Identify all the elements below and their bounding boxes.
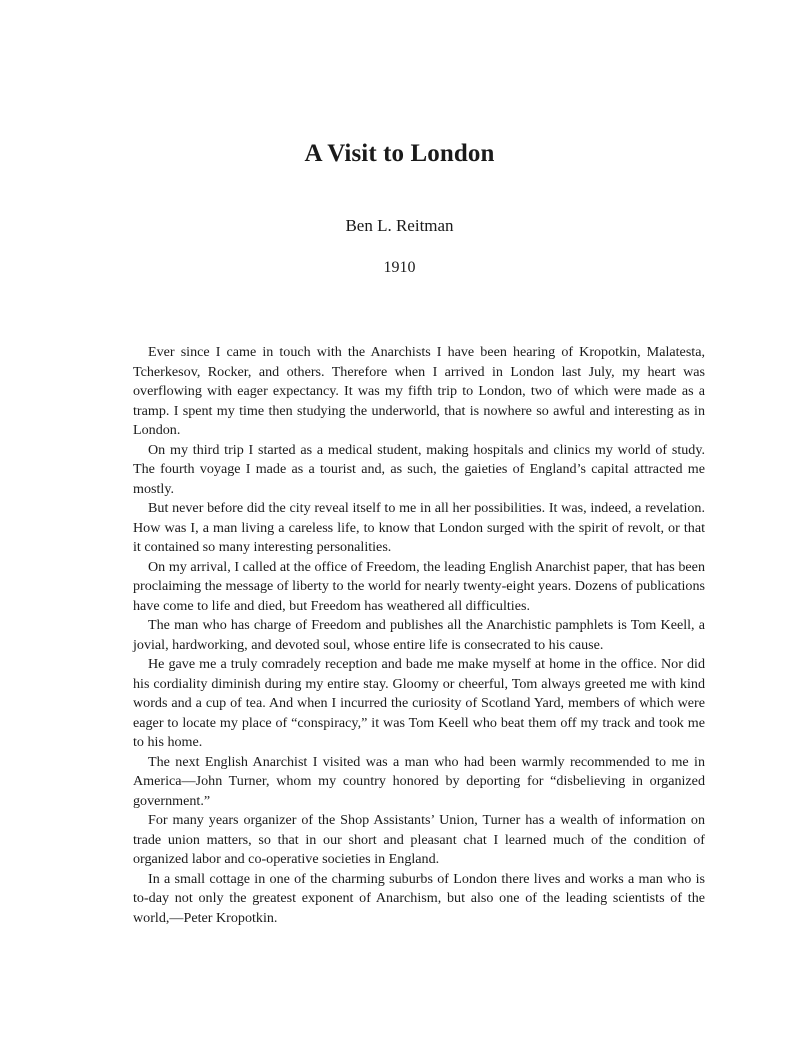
- document-author: Ben L. Reitman: [345, 216, 454, 235]
- document-title: A Visit to London: [304, 140, 495, 167]
- document-body: [133, 343, 705, 928]
- document-year: 1910: [383, 259, 416, 276]
- paragraph: On my third trip I started as a medical student, making hospitals and clinics my world of study. The fourth voyage I made as a tourist and, as such, the gaieties of England’s capital attracted me mostly.: [133, 441, 705, 497]
- paragraph: But never before did the city reveal itself to me in all her possibilities. It was, indeed, a revelation. How was I, a man living a careless life, to know that London surged with the spirit of revolt, or that it contained so many interesting personalities.: [133, 500, 705, 555]
- paragraph: For many years organizer of the Shop Assistants’ Union, Turner has a wealth of information on trade union matters, so that in our short and pleasant chat I learned much of the condition of organized labor and co-operative societies in England.: [133, 812, 705, 867]
- paragraph: On my arrival, I called at the office of Freedom, the leading English Anarchist paper, that has been proclaiming the message of liberty to the world for nearly twenty-eight years. Dozens of publications have come to life and died, but Freedom has weathered all difficulties.: [133, 558, 705, 614]
- paragraph: The next English Anarchist I visited was a man who had been warmly recommended to me in America—John Turner, whom my country honored by deporting for “disbelieving in organized government.”: [133, 753, 705, 809]
- paragraph: The man who has charge of Freedom and publishes all the Anarchistic pamphlets is Tom Keell, a jovial, hardworking, and devoted soul, whose entire life is consecrated to his cause.: [133, 617, 705, 653]
- paragraph: Ever since I came in touch with the Anarchists I have been hearing of Kropotkin, Malatesta, Tcherkesov, Rocker, and others. Therefore when I arrived in London last July, my heart was overflowing with eager expectancy. It was my fifth trip to London, two of which were made as a tramp. I spent my time then studying the underworld, that is nowhere so awful and interesting as in London.: [133, 344, 705, 438]
- paragraph: He gave me a truly comradely reception and bade me make myself at home in the office. Nor did his cordiality diminish during my entire stay. Gloomy or cheerful, Tom always greeted me with kind words and a cup of tea. And when I incurred the curiosity of Scotland Yard, members of which were eager to locate my place of “conspiracy,” it was Tom Keell who beat them off my track and took me to his home.: [133, 656, 705, 750]
- paragraph: In a small cottage in one of the charming suburbs of London there lives and works a man who is to-day not only the greatest exponent of Anarchism, but also one of the leading scientists of the world,—Peter Kropotkin.: [133, 870, 705, 926]
